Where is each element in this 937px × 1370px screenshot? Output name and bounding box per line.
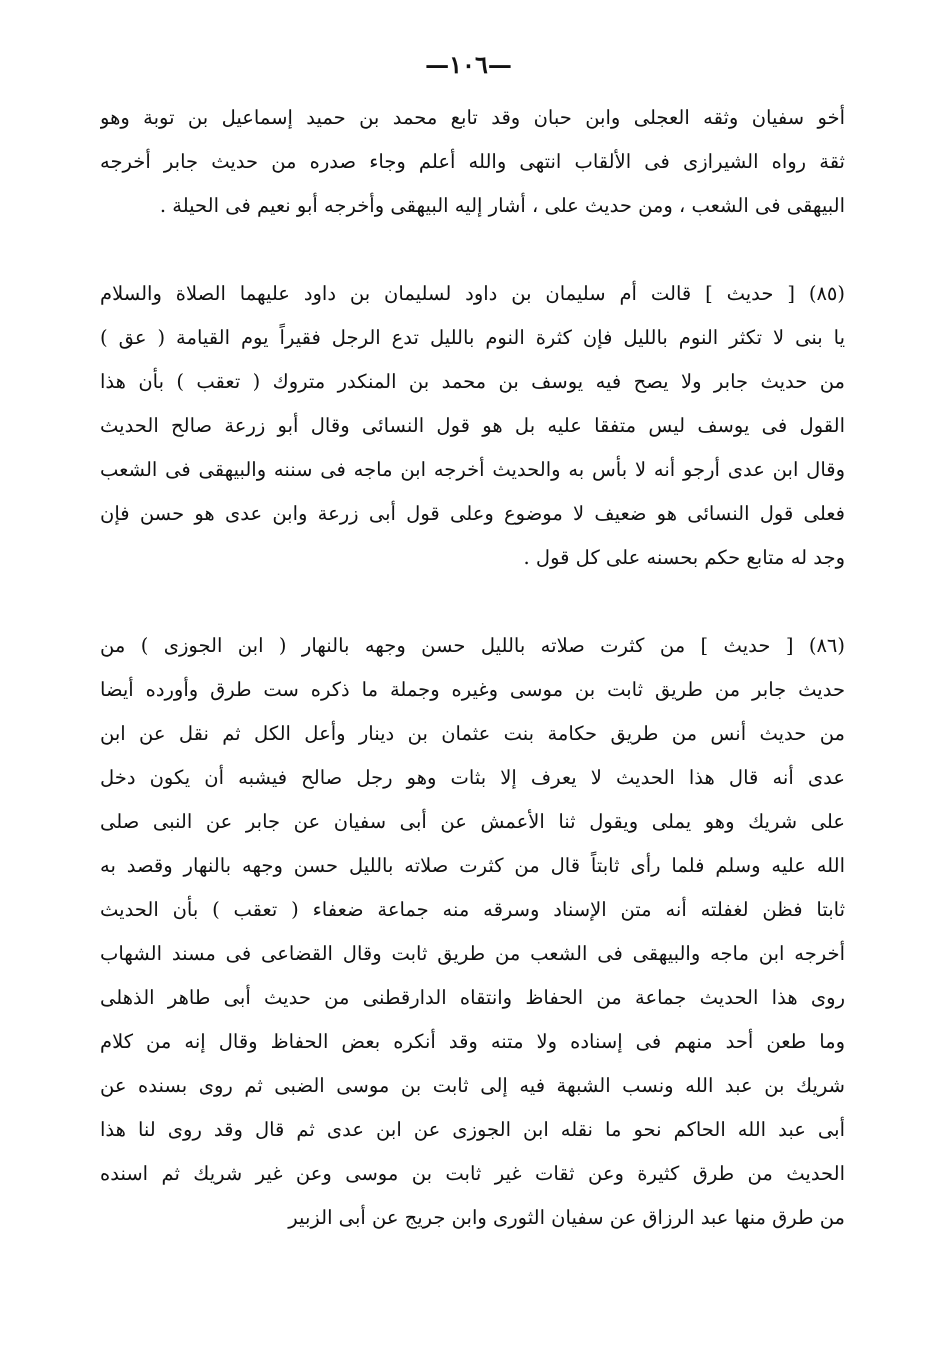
text-line: من طرق منها عبد الرزاق عن سفيان الثورى وابن جريج عن أبى الزبير: [288, 1206, 845, 1229]
text-line: حديث جابر من طريق ثابت بن موسى وغيره وجملة ما ذكره ست طرق وأورده أيضا: [100, 678, 845, 701]
text-line: من حديث جابر ولا يصح فيه يوسف بن محمد بن المنكدر متروك ( تعقب ) بأن هذا: [100, 370, 845, 393]
text-line: على شريك وهو يملى ويقول ثنا الأعمش عن أبى سفيان عن جابر عن النبى صلى: [100, 810, 845, 833]
text-line: ثقة رواه الشيرازى فى الألقاب انتهى والله أعلم وجاء صدره من حديث جابر أخرجه: [100, 150, 845, 173]
text-line: من حديث أنس من طريق حكامة بنت عثمان بن دينار وأعل الكل ثم نقل عن ابن: [100, 722, 845, 745]
text-line: البيهقى فى الشعب ، ومن حديث على ، أشار إليه البيهقى وأخرجه أبو نعيم فى الحيلة .: [159, 194, 845, 217]
text-line: الله عليه وسلم فلما رأى ثابتاً قال من كثرت صلاته بالليل حسن وجهه بالنهار وقصد به: [100, 854, 845, 877]
paragraph-continuation: [100, 96, 845, 228]
text-line: الحديث من طرق كثيرة وعن ثقات غير ثابت بن موسى وعن غير شريك ثم اسنده: [100, 1162, 845, 1185]
text-line: أخرجه ابن ماجه والبيهقى فى الشعب من طريق ثابت وقال القضاعى فى مسند الشهاب: [100, 942, 845, 965]
text-line: وجد له متابع حكم بحسنه على كل قول .: [523, 546, 845, 569]
text-line: (٨٦) [ حديث ] من كثرت صلاته بالليل حسن وجهه بالنهار ( ابن الجوزى ) من: [100, 634, 845, 657]
text-line: وقال ابن عدى أرجو أنه لا بأس به والحديث أخرجه ابن ماجه فى سننه والبيهقى فى الشعب: [100, 458, 845, 481]
text-line: وما طعن أحد منهم فى إسناده ولا متنه وقد أنكره بعض الحفاظ وقال إنه من كلام: [100, 1030, 845, 1053]
text-line: (٨٥) [ حديث ] قالت أم سليمان بن داود لسليمان بن داود عليهما الصلاة والسلام: [100, 282, 845, 305]
paragraph-hadith-86: [100, 624, 845, 1240]
text-line: روى هذا الحديث جماعة من الحفاظ وانتقاه الدارقطنى من حديث أبى طاهر الذهلى: [100, 986, 845, 1009]
text-line: عدى أنه قال هذا الحديث لا يعرف إلا بثات وهو رجل صالح فيشبه أن يكون دخل: [100, 766, 845, 789]
page-number: —١٠٦—: [425, 50, 512, 79]
paragraph-hadith-85: [100, 272, 845, 580]
text-line: القول فى يوسف ليس متفقا عليه بل هو قول النسائى وقال أبو زرعة صالح الحديث: [100, 414, 845, 437]
text-line: أخو سفيان وثقه العجلى وابن حبان وقد تابع محمد بن حميد إسماعيل بن توبة وهو: [100, 106, 845, 129]
text-line: أبى عبد الله الحاكم نحو ما نقله ابن الجوزى عن ابن عدى ثم قال وقد روى لنا هذا: [100, 1118, 845, 1141]
text-line: شريك بن عبد الله ونسب الشبهة فيه إلى ثابت بن موسى الضبى ثم روى بسنده عن: [100, 1074, 845, 1097]
text-line: ثابتا فظن لغفلته أنه متن الإسناد وسرقه منه جماعة ضعفاء ( تعقب ) بأن الحديث: [100, 898, 845, 921]
text-line: فعلى قول النسائى هو ضعيف لا موضوع وعلى قول أبى زرعة وابن عدى هو حسن فإن: [100, 502, 845, 525]
text-line: يا بنى لا تكثر النوم بالليل فإن كثرة النوم بالليل تدع الرجل فقيراً يوم القيامة ( عق ): [100, 326, 845, 349]
